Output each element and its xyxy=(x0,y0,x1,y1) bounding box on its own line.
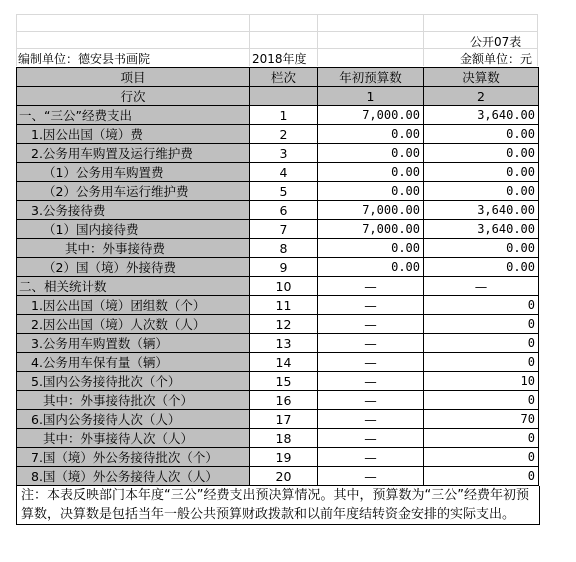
row-budget: 0.00 xyxy=(318,239,424,258)
row-number: 18 xyxy=(250,429,318,448)
row-final: 0.00 xyxy=(424,239,539,258)
row-final: 0 xyxy=(424,448,539,467)
table-subheader-row xyxy=(17,87,539,106)
row-item: 3.公务用车购置数（辆） xyxy=(17,334,250,353)
row-number: 3 xyxy=(250,144,318,163)
row-budget: 0.00 xyxy=(318,125,424,144)
row-budget: — xyxy=(318,448,424,467)
table-row xyxy=(17,448,539,467)
footnote: 注：本表反映部门本年度“三公”经费支出预决算情况。其中，预算数为“三公”经费年初预算数，决算数是包括当年一般公共预算财政拨款和以前年度结转资金安排的实际支出。 xyxy=(16,486,540,525)
row-number: 10 xyxy=(250,277,318,296)
row-budget: — xyxy=(318,334,424,353)
row-budget: 0.00 xyxy=(318,163,424,182)
row-final: 3,640.00 xyxy=(424,220,539,239)
row-budget: — xyxy=(318,391,424,410)
row-number: 9 xyxy=(250,258,318,277)
row-item: 其中：外事接待人次（人） xyxy=(17,429,250,448)
form-code: 公开07表 xyxy=(470,35,522,49)
row-item: （1）公务用车购置费 xyxy=(17,163,250,182)
row-final: 0 xyxy=(424,391,539,410)
row-final: 0.00 xyxy=(424,182,539,201)
subheader-label: 行次 xyxy=(17,87,250,106)
row-number: 16 xyxy=(250,391,318,410)
row-budget: 0.00 xyxy=(318,182,424,201)
row-budget: 0.00 xyxy=(318,258,424,277)
row-number: 1 xyxy=(250,106,318,125)
row-item: 8.国（境）外公务接待人次（人） xyxy=(17,467,250,486)
row-item: 1.因公出国（境）团组数（个） xyxy=(17,296,250,315)
row-item: 3.公务接待费 xyxy=(17,201,250,220)
row-final: 70 xyxy=(424,410,539,429)
row-final: 3,640.00 xyxy=(424,106,539,125)
row-budget: — xyxy=(318,372,424,391)
table-row xyxy=(17,144,539,163)
grid-line xyxy=(16,48,538,49)
table-row xyxy=(17,182,539,201)
row-final: — xyxy=(424,277,539,296)
header-budget: 年初预算数 xyxy=(318,68,424,87)
currency-label: 金额单位：元 xyxy=(459,52,532,66)
table-row xyxy=(17,258,539,277)
table-row xyxy=(17,239,539,258)
header-item: 项目 xyxy=(17,68,250,87)
table-row xyxy=(17,296,539,315)
row-item: 其中：外事接待批次（个） xyxy=(17,391,250,410)
row-number: 8 xyxy=(250,239,318,258)
three-public-expense-table xyxy=(16,67,539,486)
row-number: 5 xyxy=(250,182,318,201)
row-number: 2 xyxy=(250,125,318,144)
table-row xyxy=(17,410,539,429)
row-final: 10 xyxy=(424,372,539,391)
row-item: 二、相关统计数 xyxy=(17,277,250,296)
row-final: 0 xyxy=(424,353,539,372)
row-budget: — xyxy=(318,296,424,315)
row-item: （1）国内接待费 xyxy=(17,220,250,239)
row-number: 13 xyxy=(250,334,318,353)
table-row xyxy=(17,391,539,410)
row-item: 一、“三公”经费支出 xyxy=(17,106,250,125)
row-number: 11 xyxy=(250,296,318,315)
row-item: 2.因公出国（境）人次数（人） xyxy=(17,315,250,334)
row-final: 0 xyxy=(424,467,539,486)
grid-line xyxy=(16,31,538,32)
row-item: 7.国（境）外公务接待批次（个） xyxy=(17,448,250,467)
row-number: 19 xyxy=(250,448,318,467)
table-row xyxy=(17,353,539,372)
row-item: 4.公务用车保有量（辆） xyxy=(17,353,250,372)
row-final: 0.00 xyxy=(424,144,539,163)
row-budget: — xyxy=(318,277,424,296)
table-row xyxy=(17,429,539,448)
row-number: 14 xyxy=(250,353,318,372)
table-row xyxy=(17,315,539,334)
meta-row xyxy=(16,50,538,66)
row-budget: — xyxy=(318,410,424,429)
table-row xyxy=(17,277,539,296)
row-number: 6 xyxy=(250,201,318,220)
subheader-blank xyxy=(250,87,318,106)
row-number: 4 xyxy=(250,163,318,182)
subheader-budget-idx: 1 xyxy=(318,87,424,106)
row-number: 12 xyxy=(250,315,318,334)
row-item: 2.公务用车购置及运行维护费 xyxy=(17,144,250,163)
table-row xyxy=(17,106,539,125)
row-item: （2）国（境）外接待费 xyxy=(17,258,250,277)
year-label: 2018年度 xyxy=(252,52,307,66)
table-row xyxy=(17,467,539,486)
row-number: 17 xyxy=(250,410,318,429)
subheader-final-idx: 2 xyxy=(424,87,539,106)
row-budget: 7,000.00 xyxy=(318,220,424,239)
row-item: 5.国内公务接待批次（个） xyxy=(17,372,250,391)
row-number: 7 xyxy=(250,220,318,239)
table-row xyxy=(17,201,539,220)
table-row xyxy=(17,163,539,182)
table-row xyxy=(17,372,539,391)
row-final: 0.00 xyxy=(424,125,539,144)
table-row xyxy=(17,125,539,144)
table-row xyxy=(17,334,539,353)
row-number: 20 xyxy=(250,467,318,486)
row-budget: 0.00 xyxy=(318,144,424,163)
row-budget: — xyxy=(318,467,424,486)
row-budget: — xyxy=(318,353,424,372)
header-final: 决算数 xyxy=(424,68,539,87)
row-budget: — xyxy=(318,429,424,448)
row-final: 0 xyxy=(424,315,539,334)
row-number: 15 xyxy=(250,372,318,391)
header-col-no: 栏次 xyxy=(250,68,318,87)
row-item: 6.国内公务接待人次（人） xyxy=(17,410,250,429)
row-item: （2）公务用车运行维护费 xyxy=(17,182,250,201)
row-item: 1.因公出国（境）费 xyxy=(17,125,250,144)
table-header-row xyxy=(17,68,539,87)
row-budget: 7,000.00 xyxy=(318,106,424,125)
row-final: 0.00 xyxy=(424,163,539,182)
unit-label: 编制单位：德安县书画院 xyxy=(18,52,151,66)
row-item: 其中：外事接待费 xyxy=(17,239,250,258)
row-budget: 7,000.00 xyxy=(318,201,424,220)
row-final: 0 xyxy=(424,429,539,448)
row-final: 0 xyxy=(424,296,539,315)
row-final: 0.00 xyxy=(424,258,539,277)
grid-line xyxy=(16,14,538,15)
row-final: 3,640.00 xyxy=(424,201,539,220)
row-budget: — xyxy=(318,315,424,334)
table-row xyxy=(17,220,539,239)
row-final: 0 xyxy=(424,334,539,353)
